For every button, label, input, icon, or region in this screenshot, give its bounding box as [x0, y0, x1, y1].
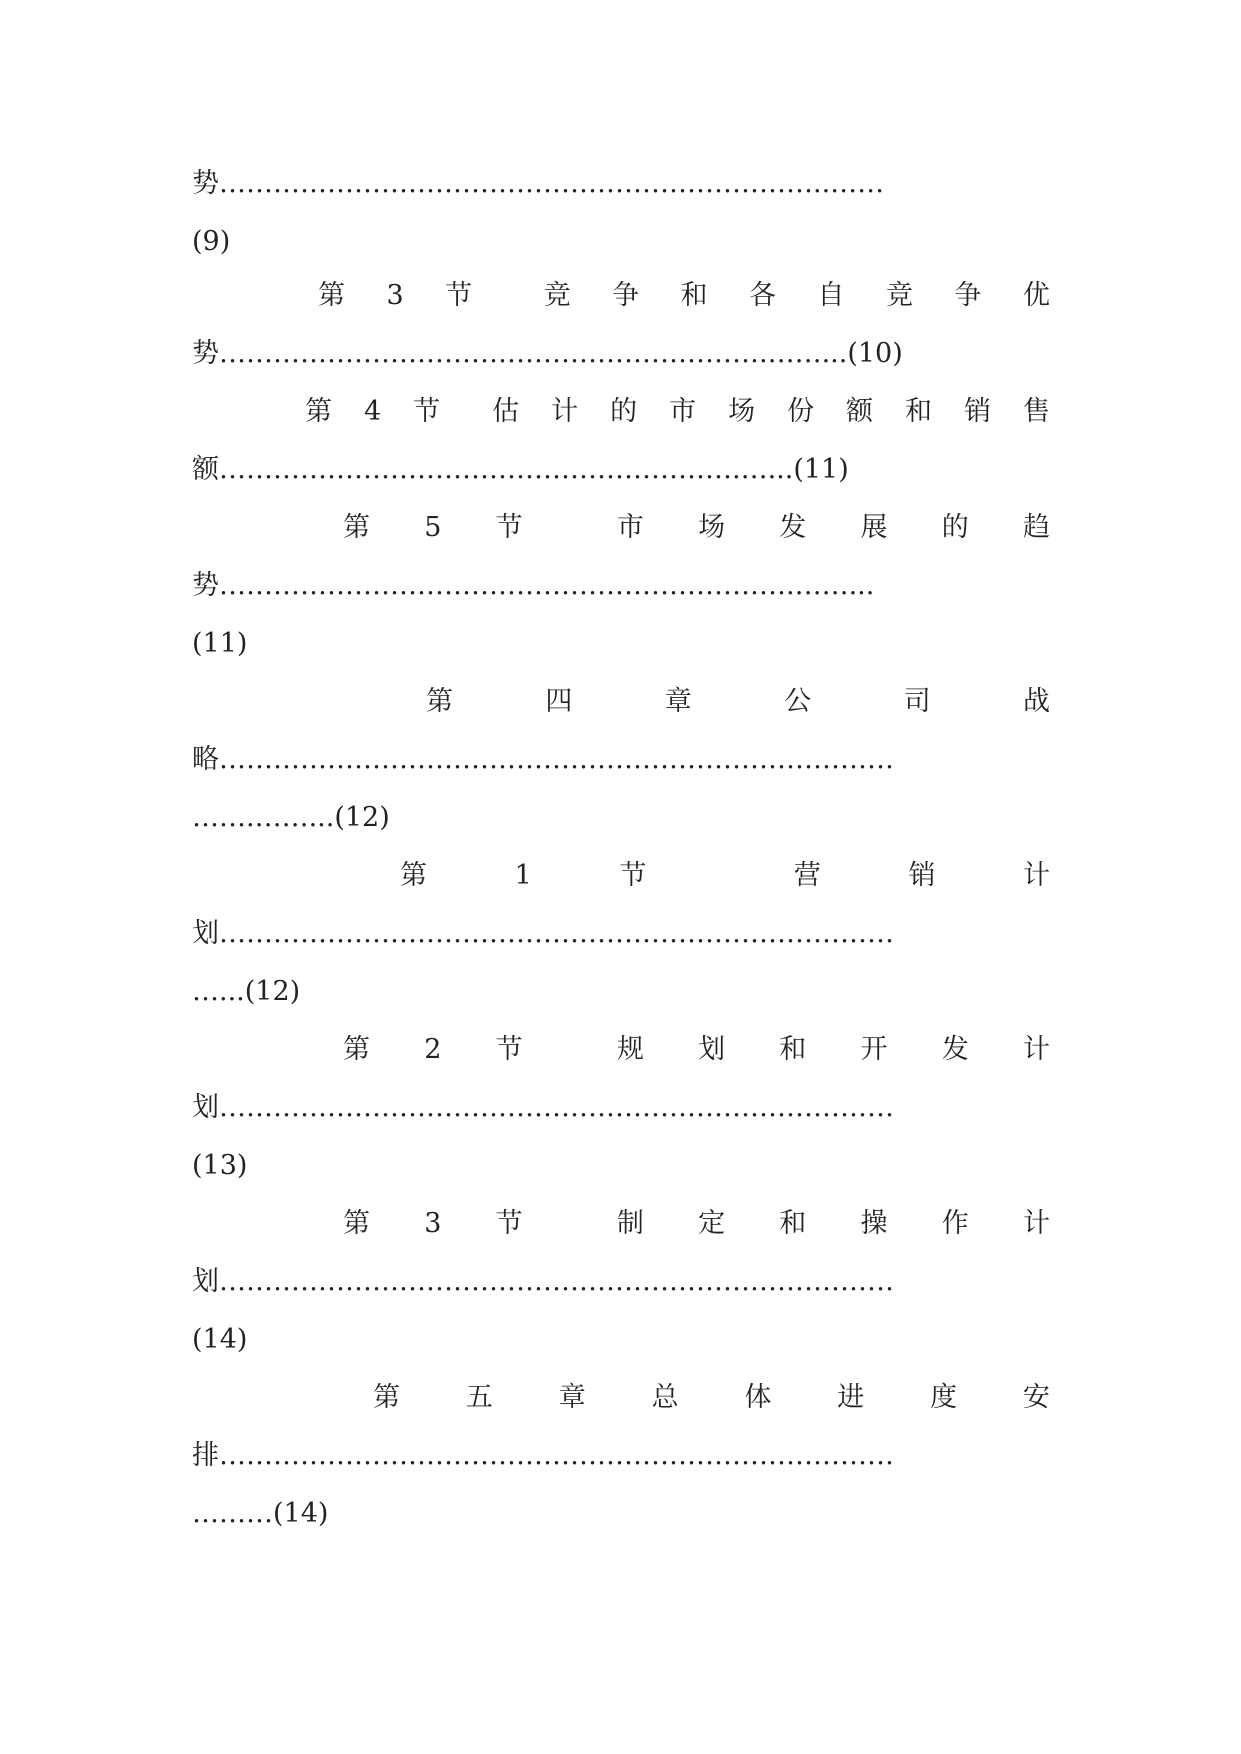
toc-heading-section-2-development-plan: 第 2 节 规 划 和 开 发 计 [343, 1034, 1050, 1065]
toc-line-marketing-page: …...(12) [192, 976, 301, 1007]
toc-line-schedule-page: ………(14) [192, 1498, 329, 1529]
toc-line-market-trend-leader: 势……………………………………………………….……... [192, 570, 875, 601]
toc-line-shi-continuation: 势…………………………………………………………..…… [192, 168, 885, 199]
toc-line-schedule-leader: 排………………………………………………………………… [192, 1440, 894, 1471]
toc-page-number: (13) [192, 1150, 248, 1181]
toc-line-marketing-leader: 划………………………………………………………………… [192, 918, 894, 949]
toc-page-number: (9) [192, 226, 231, 257]
toc-heading-chapter-5-schedule: 第 五 章 总 体 进 度 安 [373, 1382, 1050, 1413]
toc-line-development-leader: 划………………………………………………………………… [192, 1092, 894, 1123]
toc-heading-section-3-competition: 第 3 节 竞 争 和 各 自 竞 争 优 [318, 280, 1050, 311]
toc-line-market-share-leader: 额………………………………………………….…...(11) [192, 454, 849, 485]
toc-heading-section-5-market-trend: 第 5 节 市 场 发 展 的 趋 [343, 512, 1050, 543]
toc-line-operation-leader: 划………………………………………………………………… [192, 1266, 894, 1297]
toc-line-strategy-page: …….……...(12) [192, 802, 390, 833]
toc-heading-section-1-marketing-plan: 第 1 节 营 销 计 [400, 860, 1050, 891]
toc-line-strategy-leader: 略………………………………………………………………… [192, 744, 894, 775]
toc-page-number: (11) [192, 628, 248, 659]
toc-page-number: (14) [192, 1324, 248, 1355]
toc-heading-chapter-4-strategy: 第 四 章 公 司 战 [426, 686, 1050, 717]
toc-line-competition-leader: 势…………………………………………………….……...(10) [192, 338, 903, 369]
toc-heading-section-4-market-share: 第 4 节 估 计 的 市 场 份 额 和 销 售 [305, 396, 1050, 427]
toc-heading-section-3-operation-plan: 第 3 节 制 定 和 操 作 计 [343, 1208, 1050, 1239]
